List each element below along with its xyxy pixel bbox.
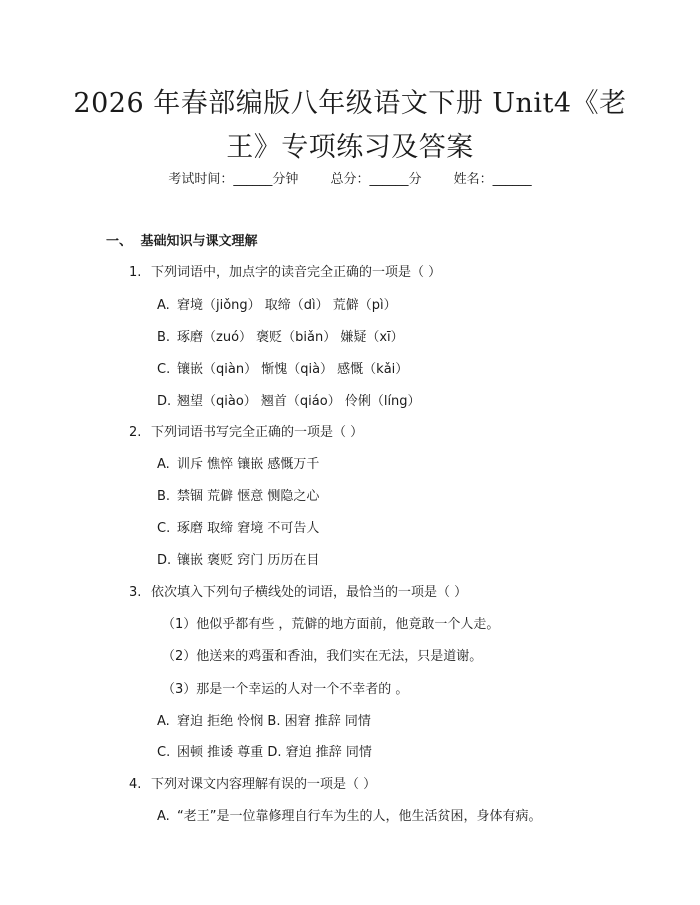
question-3-options-cd	[157, 741, 372, 760]
title-line-2: 王》专项练习及答案	[226, 132, 474, 163]
option-label: D.	[157, 553, 172, 568]
option-text: 窘境（jiǒng） 取缔（dì） 荒僻（pì）	[177, 298, 397, 313]
document-title	[70, 82, 630, 170]
section-title: 基础知识与课文理解	[140, 234, 258, 249]
option-label: B.	[157, 330, 171, 345]
option-text: 困顿 推诿 尊重 D. 窘迫 推辞 同情	[177, 745, 372, 760]
option-label: A.	[157, 457, 170, 472]
option-text: 镶嵌 褒贬 窍门 历历在目	[177, 553, 320, 568]
question-3-stem	[129, 581, 467, 600]
option-text: 翘望（qiào） 翘首（qiáo） 伶俐（líng）	[177, 394, 421, 409]
question-2-option-a	[157, 453, 319, 472]
option-text: 镶嵌（qiàn） 惭愧（qià） 感慨（kǎi）	[177, 362, 409, 377]
option-text: “老王”是一位靠修理自行车为生的人，他生活贫困，身体有病。	[177, 809, 542, 824]
question-number: 1.	[129, 265, 142, 280]
question-4-option-a	[157, 805, 541, 824]
question-1-option-a	[157, 294, 397, 313]
question-3-options-ab	[157, 710, 371, 729]
question-1-option-c	[157, 358, 408, 377]
option-text: 琢磨 取缔 窘境 不可告人	[177, 521, 320, 536]
question-number: 3.	[129, 585, 142, 600]
option-text: 琢磨（zuó） 褒贬（biǎn） 嫌疑（xī）	[177, 330, 404, 345]
question-text: 依次填入下列句子横线处的词语，最恰当的一项是（ ）	[151, 585, 468, 600]
exam-time-field: 考试时间：______分钟	[168, 172, 299, 187]
option-label: A.	[157, 714, 170, 729]
question-2-option-d	[157, 549, 319, 568]
question-3-sentence-2: （2）他送来的鸡蛋和香油，我们实在无法，只是道谢。	[162, 649, 483, 664]
question-2-option-b	[157, 485, 319, 504]
option-label: A.	[157, 298, 170, 313]
question-3-sentence-1: （1）他似乎都有些 ，荒僻的地方面前，他竟敢一个人走。	[162, 617, 500, 632]
exam-info	[0, 168, 700, 187]
question-text: 下列词语书写完全正确的一项是（ ）	[151, 425, 364, 440]
question-4-stem	[129, 773, 376, 792]
question-2-stem	[129, 421, 363, 440]
student-name-field: 姓名：______	[453, 172, 532, 187]
option-text: 训斥 憔悴 镶嵌 感慨万千	[177, 457, 320, 472]
section-number: 一、	[106, 234, 133, 249]
question-2-option-c	[157, 517, 319, 536]
option-label: C.	[157, 745, 171, 760]
option-label: D.	[157, 394, 172, 409]
question-number: 2.	[129, 425, 142, 440]
question-3-sentence-3: （3）那是一个幸运的人对一个不幸者的 。	[162, 682, 409, 697]
question-1-option-b	[157, 326, 404, 345]
question-1-option-d	[157, 390, 421, 409]
option-label: A.	[157, 809, 170, 824]
option-label: C.	[157, 521, 171, 536]
question-text: 下列对课文内容理解有误的一项是（ ）	[151, 777, 377, 792]
question-text: 下列词语中，加点字的读音完全正确的一项是（ ）	[151, 265, 442, 280]
total-score-field: 总分：______分	[330, 172, 422, 187]
question-number: 4.	[129, 777, 142, 792]
option-label: C.	[157, 362, 171, 377]
title-line-1: 2026 年春部编版八年级语文下册 Unit4《老	[73, 88, 627, 119]
option-text: 禁锢 荒僻 惬意 恻隐之心	[177, 489, 320, 504]
option-label: B.	[157, 489, 171, 504]
section-heading	[106, 230, 258, 249]
question-1-stem	[129, 261, 441, 280]
option-text: 窘迫 拒绝 怜悯 B. 困窘 推辞 同情	[177, 714, 371, 729]
